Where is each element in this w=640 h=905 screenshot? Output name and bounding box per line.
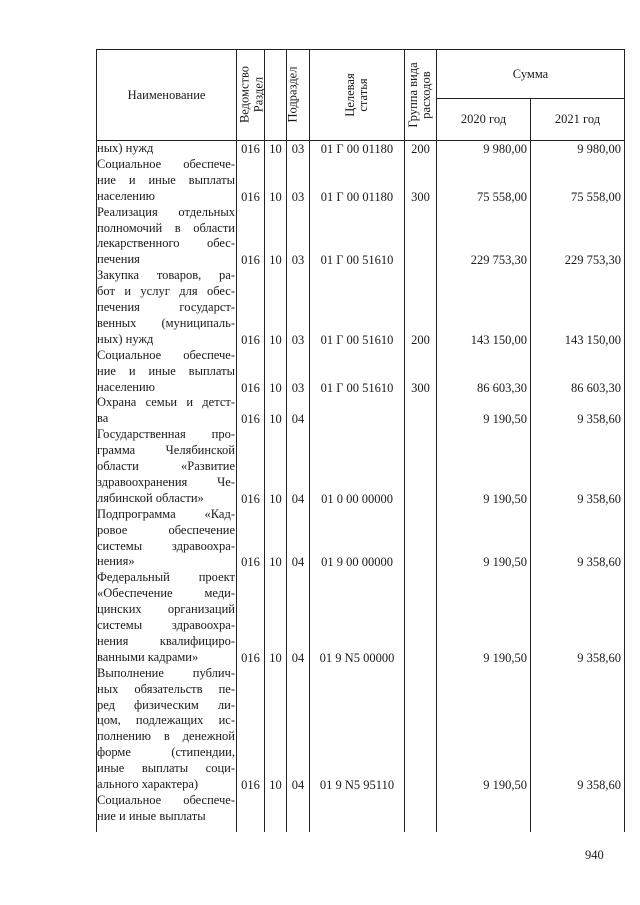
header-vedomstvo: Ведомство [237, 65, 252, 124]
row-razdel: 10 [269, 189, 282, 204]
row-vedomstvo: 016 [241, 650, 260, 665]
row-name [97, 507, 235, 571]
row-name-line: форме (стипендии, [97, 745, 235, 760]
row-name-line: венных (муниципаль- [97, 315, 235, 330]
row-name-line: «Обеспечение меди- [97, 586, 235, 601]
row-name [97, 268, 235, 348]
row-tselevaya: 01 9 N5 95110 [319, 778, 395, 792]
row-gruppa: 200 [411, 142, 430, 156]
row-vedomstvo: 016 [241, 142, 260, 156]
row-sum-2021: 9 358,60 [577, 650, 621, 665]
row-sum-2021: 9 980,00 [577, 142, 621, 156]
row-name-line: нения» [97, 554, 135, 569]
row-name-line: нения квалифициро- [97, 633, 235, 648]
row-razdel: 10 [269, 412, 282, 427]
row-podrazdel: 04 [291, 491, 305, 506]
row-name [97, 141, 235, 157]
row-name-line: лекарственного обес- [97, 236, 235, 251]
row-podrazdel: 04 [291, 412, 305, 427]
col-border-raz [286, 49, 287, 832]
header-razdel: Раздел [251, 76, 266, 113]
row-name [97, 793, 235, 825]
row-vedomstvo: 016 [241, 253, 260, 268]
row-podrazdel: 04 [291, 555, 305, 570]
header-2021: 2021 год [554, 112, 601, 126]
col-border-ved [264, 49, 265, 832]
row-name [97, 157, 235, 205]
row-tselevaya: 01 Г 00 51610 [320, 332, 394, 347]
row-name-line: Подпрограмма «Кад- [97, 506, 235, 521]
row-name-line: области «Развитие [97, 459, 235, 473]
row-tselevaya: 01 Г 00 01180 [320, 142, 394, 156]
row-name-line: Выполнение публич- [97, 665, 235, 680]
row-tselevaya: 01 Г 00 51610 [320, 380, 394, 395]
row-name-line: ние и иные выплаты [97, 808, 206, 823]
header-2020: 2020 год [460, 112, 507, 126]
row-name-line: ванными кадрами» [97, 649, 199, 664]
row-name-line: Федеральный проект [97, 570, 235, 585]
row-razdel: 10 [269, 650, 282, 665]
col-border-cs [404, 49, 405, 832]
row-vedomstvo: 016 [241, 332, 260, 347]
row-name-line: ных) нужд [97, 141, 154, 155]
row-sum-2020: 9 190,50 [483, 412, 527, 427]
row-podrazdel: 03 [291, 380, 305, 395]
row-name [97, 395, 235, 427]
row-name-line: полномочий в области [97, 220, 235, 235]
row-sum-2021: 9 358,60 [577, 778, 621, 792]
row-name [97, 348, 235, 396]
header-gruppa: Группа вида расходов [406, 62, 433, 128]
row-name-line: ровое обеспечение [97, 522, 235, 537]
row-sum-2020: 9 190,50 [483, 555, 527, 570]
row-podrazdel: 04 [291, 650, 305, 665]
row-name [97, 570, 235, 665]
row-name-line: печения [97, 252, 140, 267]
row-tselevaya: 01 9 N5 00000 [319, 650, 395, 665]
row-razdel: 10 [269, 142, 282, 156]
col-border-pod [309, 49, 310, 832]
header-name: Наименование [127, 88, 206, 102]
row-name-line: грамма Челябинской [97, 443, 235, 458]
page-number: 940 [585, 848, 604, 862]
row-sum-2020: 9 190,50 [483, 778, 527, 792]
row-gruppa: 300 [411, 189, 430, 204]
header-summa: Сумма [512, 67, 549, 81]
row-vedomstvo: 016 [241, 555, 260, 570]
row-vedomstvo: 016 [241, 491, 260, 506]
row-name-line: цинских организаций [97, 602, 235, 617]
header-podrazdel: Подраздел [285, 66, 300, 123]
row-podrazdel: 04 [291, 778, 305, 792]
row-name [97, 666, 235, 793]
row-name-line: Закупка товаров, ра- [97, 268, 235, 283]
row-gruppa: 300 [411, 380, 430, 395]
row-sum-2020: 75 558,00 [477, 189, 527, 204]
row-sum-2021: 9 358,60 [577, 412, 621, 427]
row-name-line: цом, подлежащих ис- [97, 713, 235, 728]
row-name [97, 427, 235, 507]
row-vedomstvo: 016 [241, 380, 260, 395]
row-name-line: Охрана семьи и детст- [97, 395, 235, 410]
row-name-line: лябинской области» [97, 490, 204, 505]
row-podrazdel: 03 [291, 142, 305, 156]
row-sum-2021: 143 150,00 [564, 332, 621, 347]
row-name-line: ального характера) [97, 777, 199, 792]
row-name-line: ред физическим ли- [97, 697, 235, 712]
row-sum-2021: 86 603,30 [571, 380, 621, 395]
col-border-2020 [530, 98, 531, 832]
row-sum-2021: 75 558,00 [571, 189, 621, 204]
row-sum-2021: 9 358,60 [577, 491, 621, 506]
row-sum-2020: 9 190,50 [483, 650, 527, 665]
row-vedomstvo: 016 [241, 778, 260, 792]
row-name-line: ние и иные выплаты [97, 172, 235, 187]
row-name-line: ных) нужд [97, 331, 154, 346]
row-sum-2021: 229 753,30 [564, 253, 621, 268]
row-sum-2020: 9 980,00 [483, 142, 527, 156]
row-tselevaya: 01 0 00 00000 [321, 491, 393, 506]
row-name-line: Государственная про- [97, 427, 235, 442]
row-tselevaya: 01 Г 00 51610 [320, 253, 394, 268]
row-name [97, 205, 235, 269]
row-name-line: здравоохранения Че- [97, 474, 235, 489]
col-border-vr [436, 49, 437, 832]
row-sum-2020: 86 603,30 [477, 380, 527, 395]
row-gruppa: 200 [411, 332, 430, 347]
row-razdel: 10 [269, 253, 282, 268]
row-razdel: 10 [269, 555, 282, 570]
row-sum-2020: 229 753,30 [470, 253, 527, 268]
row-name-line: системы здравоохра- [97, 618, 235, 633]
row-podrazdel: 03 [291, 189, 305, 204]
row-razdel: 10 [269, 778, 282, 792]
row-name-line: Социальное обеспече- [97, 347, 235, 362]
col-border-name [236, 49, 237, 832]
row-name-line: ние и иные выплаты [97, 363, 235, 378]
row-name-line: Реализация отдельных [97, 204, 235, 219]
row-name-line: полнению в денежной [97, 729, 235, 744]
row-razdel: 10 [269, 332, 282, 347]
row-name-line: ва [97, 411, 109, 426]
row-name-line: Социальное обеспече- [97, 156, 235, 171]
row-podrazdel: 03 [291, 253, 305, 268]
row-razdel: 10 [269, 491, 282, 506]
row-sum-2020: 143 150,00 [470, 332, 527, 347]
header-tselevaya: Целевая статья [343, 73, 370, 117]
row-sum-2020: 9 190,50 [483, 491, 527, 506]
row-name-line: печения государст- [97, 300, 235, 314]
row-vedomstvo: 016 [241, 189, 260, 204]
row-name-line: населению [97, 188, 155, 203]
row-name-line: ных обязательств пе- [97, 681, 235, 696]
row-podrazdel: 03 [291, 332, 305, 347]
row-razdel: 10 [269, 380, 282, 395]
row-name-line: Социальное обеспече- [97, 792, 235, 807]
row-name-line: бот и услуг для обес- [97, 284, 235, 299]
row-name-line: населению [97, 379, 155, 394]
row-sum-2021: 9 358,60 [577, 555, 621, 570]
row-tselevaya: 01 9 00 00000 [321, 555, 393, 570]
col-border-right [624, 49, 625, 832]
row-tselevaya: 01 Г 00 01180 [320, 189, 394, 204]
row-vedomstvo: 016 [241, 412, 260, 427]
row-name-line: иные выплаты соци- [97, 761, 235, 776]
row-name-line: системы здравоохра- [97, 538, 235, 553]
